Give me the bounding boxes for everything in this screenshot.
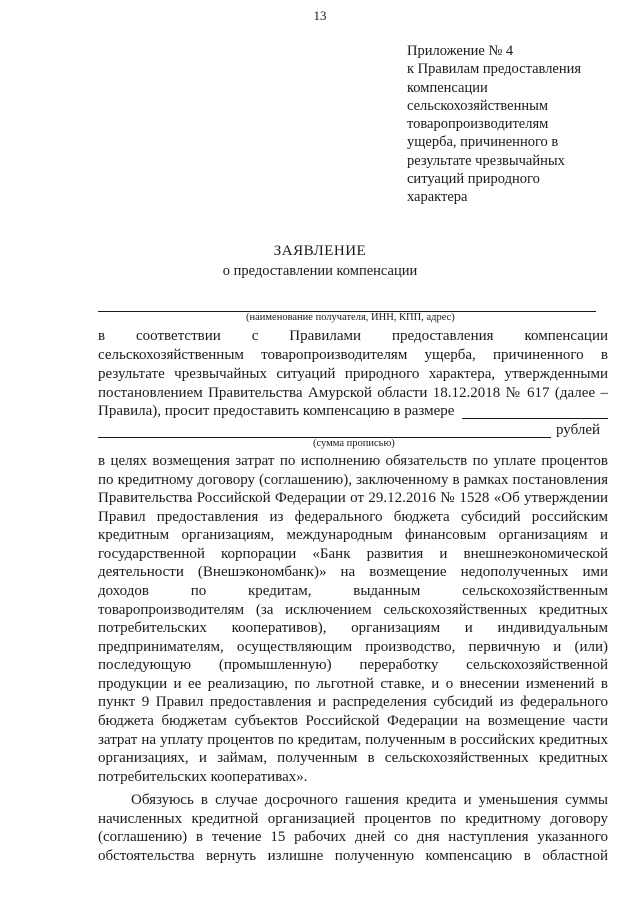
appendix-line: результате чрезвычайных: [407, 152, 565, 169]
amount-blank-line: [462, 418, 608, 419]
para2-line: потребительских кооперативов), организациям и индивидуальным: [98, 620, 608, 636]
para2-line: товаропроизводителям (за исключением сельскохозяйственных кредитных: [98, 602, 608, 618]
para2-line: деятельности (Внешэкономбанк)» на возмещение недополученных ими: [98, 564, 608, 580]
para3-line: обстоятельства вернуть излишне полученную компенсацию в областной: [98, 848, 608, 864]
para1-line: постановлением Правительства Амурской области 18.12.2018 № 617 (далее –: [98, 385, 608, 401]
para2-line: доходов по кредитам, выданным сельскохозяйственным: [98, 583, 608, 599]
para3-line: Обязуюсь в случае досрочного гашения кредита и уменьшения суммы: [131, 792, 608, 808]
appendix-line: сельскохозяйственным: [407, 97, 549, 114]
para2-line: предпринимателям, осуществляющим производство, первичную и (или): [98, 639, 608, 655]
para1-line: Правила), просит предоставить компенсацию в размере: [98, 403, 455, 419]
para2-line: государственной корпорации «Банк развития и внешнеэкономической: [98, 546, 608, 562]
para2-line: Правил предоставления из федерального бюджета субсидий российским: [98, 509, 608, 525]
appendix-line: характера: [407, 189, 468, 206]
para1-line: сельскохозяйственным товаропроизводителям ущерба, причиненного в: [98, 347, 608, 363]
appendix-line: Приложение № 4: [407, 43, 514, 59]
appendix-line: ущерба, причиненного в: [407, 134, 559, 151]
para2-line: продукции и ее реализацию, по льготной ставке, и о внесении изменений в: [98, 676, 608, 692]
document-subtitle: о предоставлении компенсации: [222, 263, 418, 279]
para2-line: последующую (промышленную) переработку сельскохозяйственной: [98, 657, 608, 673]
amount-caption: (сумма прописью): [313, 438, 395, 449]
para1-line: результате чрезвычайных ситуаций природного характера, утвержденными: [98, 366, 608, 382]
para2-line: затрат на уплату процентов по кредитам, полученным в российских кредитных: [98, 732, 608, 748]
appendix-line: компенсации: [407, 79, 488, 96]
para2-line: бюджета бюджетам субъектов Российской Федерации на возмещение части: [98, 713, 608, 729]
para2-line: Правительства Российской Федерации от 29.12.2016 № 1528 «Об утверждении: [98, 490, 608, 506]
para2-line: по кредитному договору (соглашению), заключенному в рамках постановления: [98, 472, 608, 488]
appendix-line: товаропроизводителям: [407, 116, 549, 133]
para2-line: кредитным организациям, международным финансовым организациям и: [98, 527, 608, 543]
para2-line: пункт 9 Правил предоставления и распределения субсидий из федерального: [98, 694, 608, 710]
para2-line: потребительских кооперативах».: [98, 769, 308, 785]
document-title: ЗАЯВЛЕНИЕ: [273, 243, 367, 259]
page-number: 13: [313, 8, 327, 23]
appendix-line: к Правилам предоставления: [407, 61, 582, 78]
para3-line: (соглашению) в течение 15 рабочих дней со дня наступления указанного: [98, 829, 608, 845]
currency-label: рублей: [556, 422, 601, 438]
para2-line: в целях возмещения затрат по исполнению обязательств по уплате процентов: [98, 453, 608, 469]
para3-line: начисленных кредитной организацией процентов по кредитному договору: [98, 811, 608, 827]
para1-line: в соответствии с Правилами предоставления компенсации: [98, 328, 608, 344]
recipient-caption: (наименование получателя, ИНН, КПП, адрес): [246, 312, 455, 323]
para2-line: организациях, и займам, полученным в сельскохозяйственных кредитных: [98, 750, 608, 766]
appendix-header: [407, 42, 612, 207]
appendix-line: ситуаций природного: [407, 171, 540, 188]
